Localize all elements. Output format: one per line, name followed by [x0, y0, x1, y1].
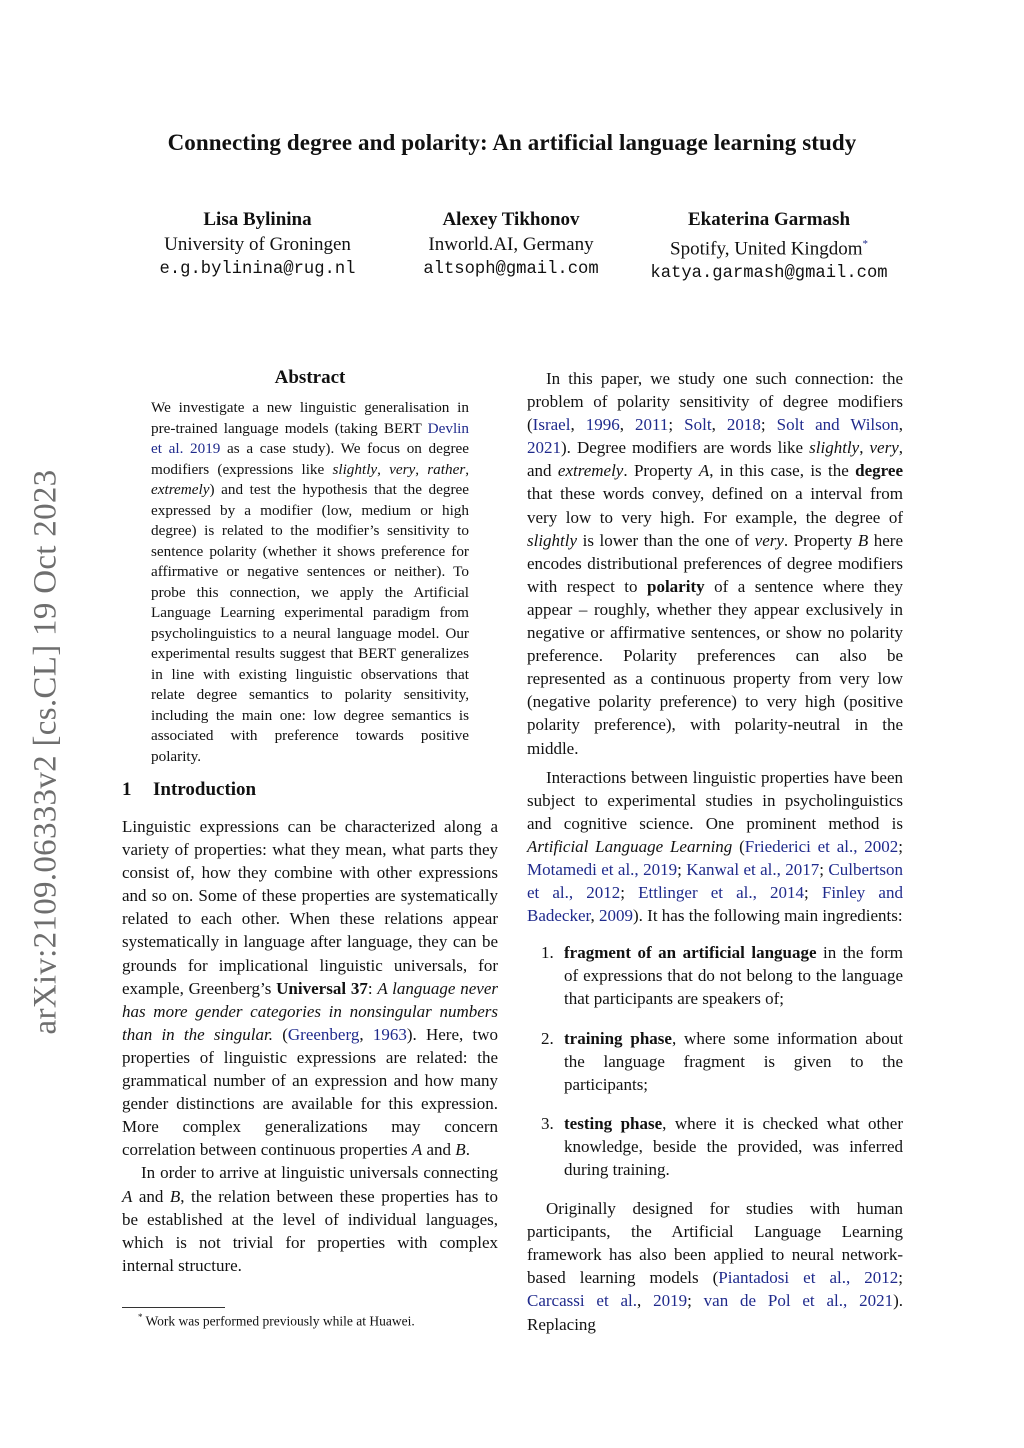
text: , [570, 415, 586, 435]
text: , [637, 1291, 654, 1311]
text: , the relation between these properties has to be established at the level of individual languages, which is not trivial for properties with complex internal structure. [122, 1186, 499, 1275]
text: Linguistic expressions can be characterized along a variety of properties: what they mean, what parts they consist of, how they combine with other expressions and so on. Some of these properties are systematically related to each other. When these relations appear systematically in language after language, they can be grounds for implicational linguistic universals, for example, Greenberg’s [122, 817, 498, 998]
footnote-rule [122, 1307, 225, 1308]
text: , where it is checked what other knowledge, beside the provided, was inferred during training. [564, 1113, 903, 1179]
bold-text: testing phase [564, 1113, 663, 1133]
section-heading [122, 779, 256, 801]
text: ( [732, 836, 745, 856]
text: here encodes distributional preferences of degree modifiers with respect to [527, 530, 903, 596]
emphasis: Artificial Language Learning [527, 836, 733, 856]
text: is lower than the one of [577, 530, 755, 550]
text: that these words convey, defined on a interval from very low to very high. For example, the degree of [527, 484, 903, 527]
footnote-mark: * [138, 1312, 143, 1322]
bold-text: fragment of an artificial language [564, 943, 817, 963]
left-column [122, 815, 498, 1277]
paragraph [527, 766, 903, 928]
author-affiliation: Inworld.AI, Germany [428, 234, 594, 255]
author-email: altsoph@gmail.com [423, 260, 599, 279]
paragraph [122, 1161, 498, 1276]
text: . [465, 1140, 470, 1160]
list-number: 1. [541, 943, 554, 963]
author-block [130, 207, 385, 282]
author-email: katya.garmash@gmail.com [650, 264, 888, 284]
paper-title: Connecting degree and polarity: An artificial language learning study [167, 130, 857, 155]
text: ). It has the following main ingredients: [633, 906, 903, 926]
section-number: 1 [122, 779, 132, 800]
text: ; [760, 415, 777, 435]
citation-link[interactable]: 2018 [726, 415, 761, 435]
text: , [859, 438, 870, 458]
text: of a sentence where they appear – roughly, whether they appear exclusively in negative or affirmative sentences, or show no polarity preference. Polarity preferences can also be represented as a continuous property from very low (negative polarity preference) to very high (positive polarity preference), with polarity-neutral in the middle. [527, 576, 903, 758]
text: , [590, 906, 600, 926]
math-var: A [122, 1186, 133, 1206]
abstract-text-1: We investigate a new linguistic generalisation in pre-trained language models (taking BERT [151, 399, 469, 437]
math-var: A [698, 461, 710, 481]
citation-link[interactable]: Finley and Badecker [527, 883, 903, 926]
citation-link[interactable]: Greenberg [287, 1024, 360, 1044]
text: ). Degree modifiers are words like [561, 438, 810, 458]
author-name: Lisa Bylinina [203, 209, 312, 230]
paragraph [122, 815, 498, 1161]
paragraph [527, 367, 903, 760]
list-number: 3. [541, 1113, 554, 1133]
text: and [422, 1140, 456, 1160]
author-name: Alexey Tikhonov [442, 209, 580, 230]
text: , [898, 415, 904, 435]
text: ; [620, 883, 639, 903]
abstract-heading: Abstract [274, 367, 346, 388]
text: , in this case, is the [709, 461, 856, 481]
bold-text: training phase [564, 1028, 672, 1048]
emphasis: slightly [332, 460, 378, 478]
citation-link[interactable]: 1996 [585, 415, 620, 435]
list-item [527, 1112, 903, 1181]
text: , [619, 415, 636, 435]
citation-link[interactable]: 2009 [599, 906, 634, 926]
sep: , [465, 460, 470, 478]
footnote [138, 1312, 415, 1330]
emphasis: very [754, 530, 784, 550]
emphasis: slightly [809, 438, 860, 458]
text: , [359, 1024, 373, 1044]
bold-text: Universal 37 [276, 978, 368, 998]
abstract-text-2: as a case study). We focus on degree modifiers (expressions like [151, 440, 469, 478]
math-var: B [455, 1140, 466, 1160]
text: . Property [783, 530, 858, 550]
citation-link[interactable]: Kanwal et al., 2017 [686, 859, 820, 879]
list-item [527, 1027, 903, 1096]
text: ; [898, 836, 903, 856]
math-var: A [411, 1140, 423, 1160]
paragraph [527, 1197, 903, 1336]
citation-link[interactable]: van de Pol et al., 2021 [703, 1291, 894, 1311]
sep: , [377, 460, 390, 478]
citation-link[interactable]: Friederici et al., 2002 [744, 836, 899, 856]
bold-text: polarity [647, 576, 705, 596]
affiliation-text: Spotify, United Kingdom [670, 238, 863, 260]
author-affiliation [620, 232, 918, 261]
author-name: Ekaterina Garmash [687, 209, 851, 230]
right-column [527, 367, 903, 1336]
emphasis: very [389, 460, 416, 478]
bold-text: degree [855, 461, 904, 481]
text: ; [898, 1268, 903, 1288]
citation-link[interactable]: Israel [532, 415, 571, 435]
list-item [527, 941, 903, 1010]
text: ; [819, 859, 829, 879]
citation-link[interactable]: Culbertson et al., 2012 [527, 859, 904, 903]
text: ; [804, 883, 822, 903]
emphasis: slightly [527, 530, 578, 550]
footnote-mark[interactable]: * [862, 238, 868, 250]
text: in the form of expressions that do not belong to the language that participants are speakers of; [564, 943, 903, 1009]
text: In order to arrive at linguistic universals connecting [141, 1163, 498, 1183]
citation-link[interactable]: Carcassi et al. [527, 1291, 638, 1311]
text: . Property [623, 461, 699, 481]
author-block [400, 207, 622, 282]
citation-link[interactable]: Devlin et al. 2019 [151, 419, 469, 457]
text: Interactions between linguistic properties have been subject to experimental studies in psycholinguistics and cognitive science. One prominent method is [527, 767, 903, 833]
citation-link[interactable]: Motamedi et al., 2019 [527, 859, 678, 879]
citation-link[interactable]: 1963 [372, 1024, 407, 1044]
citation-link[interactable]: 2021 [527, 438, 561, 458]
citation-link[interactable]: Solt and Wilson [776, 415, 899, 435]
citation-link[interactable]: Solt [684, 415, 712, 435]
text: ). Here, two properties of linguistic expressions are related: the grammatical number of an expression and how many gender distinctions are available for this expression. More complex generalizations may concern correlation between continuous properties [122, 1024, 498, 1160]
list-number: 2. [541, 1028, 554, 1048]
arxiv-stamp: arXiv:2109.06333v2 [cs.CL] 19 Oct 2023 [27, 469, 64, 1035]
quote: A language never has more gender categories in nonsingular numbers than in the singular. [122, 978, 498, 1044]
text: ; [687, 1291, 704, 1311]
ingredient-list [527, 941, 903, 1181]
text: and [132, 1186, 170, 1206]
footnote-text: Work was performed previously while at Huawei. [145, 1313, 415, 1329]
math-var: B [169, 1186, 181, 1206]
text: ( [272, 1024, 288, 1044]
text: In this paper, we study one such connection: the problem of polarity sensitivity of degree modifiers ( [527, 369, 903, 435]
citation-link[interactable]: 2019 [653, 1291, 688, 1311]
text: : [367, 978, 378, 998]
text: ). Replacing [527, 1291, 903, 1334]
sep: , [415, 460, 428, 478]
citation-link[interactable]: Piantadosi et al., 2012 [718, 1268, 899, 1288]
abstract-text [151, 398, 469, 767]
text: , and [527, 438, 904, 481]
text: ; [668, 415, 685, 435]
emphasis: very [869, 438, 899, 458]
section-title: Introduction [153, 779, 257, 800]
abstract-text-3: ) and test the hypothesis that the degree expressed by a modifier (low, medium or high degree) is related to the modifier’s sensitivity to sentence polarity (whether it shows preference for affirmative or negative sentences or neither). To probe this connection, we apply the Artificial Language Learning experimental paradigm from psycholinguistics to a neural language model. Our experimental results suggest that BERT generalizes in line with existing linguistic observations that relate degree semantics to polarity sensitivity, including the main one: low degree semantics is associated with preference towards positive polarity. [151, 481, 469, 765]
text: ; [677, 859, 687, 879]
emphasis: extremely [151, 481, 210, 498]
emphasis: extremely [557, 461, 624, 481]
citation-link[interactable]: Ettlinger et al., 2014 [638, 883, 805, 903]
author-block [620, 207, 918, 286]
citation-link[interactable]: 2011 [635, 415, 669, 435]
author-affiliation: University of Groningen [164, 234, 351, 255]
emphasis: rather [427, 460, 466, 478]
text: , [711, 415, 727, 435]
math-var: B [857, 530, 869, 550]
text: Originally designed for studies with human participants, the Artificial Language Learning framework has also been applied to neural network-based learning models ( [527, 1199, 903, 1288]
author-email: e.g.bylinina@rug.nl [159, 260, 356, 279]
text: , where some information about the language fragment is given to the participants; [564, 1028, 903, 1094]
